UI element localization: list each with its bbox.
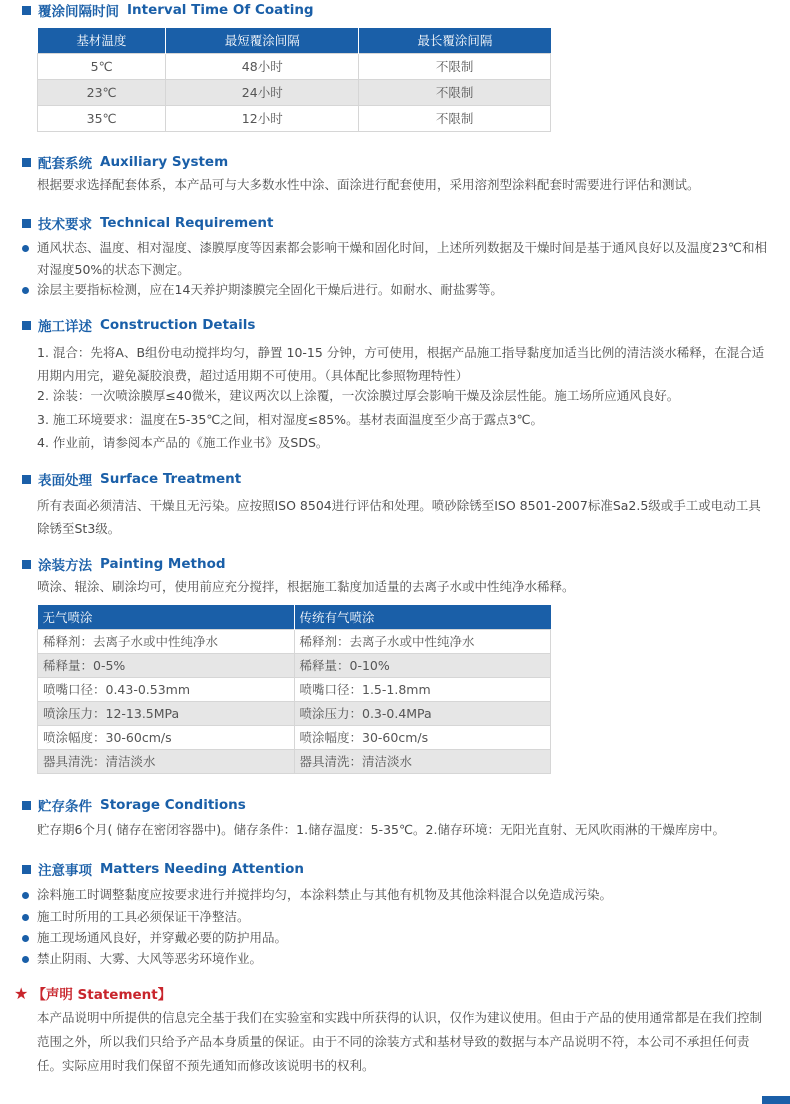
table-cell: 5℃ bbox=[38, 53, 166, 79]
table-cell: 器具清洗：清洁淡水 bbox=[294, 749, 551, 773]
table-row bbox=[38, 53, 551, 79]
section-title-attention bbox=[22, 860, 304, 878]
table-row bbox=[38, 749, 551, 773]
construction-item-2: 2. 涂装：一次喷涂膜厚≤40微米，建议两次以上涂覆，一次涂膜过厚会影响干燥及涂层性能。施工场所应通风良好。 bbox=[37, 388, 680, 403]
section-title-cn: 涂装方法 bbox=[38, 558, 92, 574]
bullet-dot-icon bbox=[22, 245, 29, 252]
section-title-en: Construction Details bbox=[100, 317, 256, 333]
construction-item-1: 1. 混合：先将A、B组份电动搅拌均匀，静置 10-15 分钟，方可使用，根据产品施工指导黏度加适当比例的清洁淡水稀释，在混合适用期内用完，避免凝胶浪费，超过适用期不可使用。（具体配比参照物理特性） bbox=[37, 345, 765, 383]
section-title-en: Painting Method bbox=[100, 556, 226, 572]
section-title-cn: 表面处理 bbox=[38, 473, 92, 489]
table-cell: 稀释量：0-5% bbox=[38, 653, 295, 677]
table-cell: 喷涂压力：12-13.5MPa bbox=[38, 701, 295, 725]
construction-item-4: 4. 作业前，请参阅本产品的《施工作业书》及SDS。 bbox=[37, 435, 329, 450]
statement-text: 本产品说明中所提供的信息完全基于我们在实验室和实践中所获得的认识，仅作为建议使用。但由于产品的使用通常都是在我们控制范围之外，所以我们只给予产品本身质量的保证。由于不同的涂装方式和基材导致的数据与本产品说明不符，本公司不承担任何责任。实际应用时我们保留不预先通知而修改该说明书的权利。 bbox=[37, 1010, 763, 1073]
table-header: 传统有气喷涂 bbox=[294, 605, 551, 629]
section-title-cn: 贮存条件 bbox=[38, 799, 92, 815]
star-icon: ★ bbox=[14, 983, 29, 1003]
table-header: 最短覆涂间隔 bbox=[166, 28, 359, 53]
table-cell: 不限制 bbox=[359, 79, 551, 105]
table-cell: 喷嘴口径：1.5-1.8mm bbox=[294, 677, 551, 701]
bullet-dot-icon bbox=[22, 935, 29, 942]
list-item: 施工现场通风良好，并穿戴必要的防护用品。 bbox=[22, 927, 287, 949]
table-cell: 不限制 bbox=[359, 105, 551, 131]
table-row bbox=[38, 79, 551, 105]
list-item: 涂层主要指标检测，应在14天养护期漆膜完全固化干燥后进行。如耐水、耐盐雾等。 bbox=[22, 279, 503, 301]
table-cell: 喷嘴口径：0.43-0.53mm bbox=[38, 677, 295, 701]
list-item: 通风状态、温度、相对湿度、漆膜厚度等因素都会影响干燥和固化时间，上述所列数据及干燥时间是基于通风良好以及温度23℃和相对湿度50%的状态下测定。 bbox=[22, 237, 777, 281]
table-cell: 稀释剂：去离子水或中性纯净水 bbox=[294, 629, 551, 653]
square-bullet-icon bbox=[22, 475, 31, 484]
square-bullet-icon bbox=[22, 219, 31, 228]
table-cell: 稀释量：0-10% bbox=[294, 653, 551, 677]
section-title-en: Surface Treatment bbox=[100, 471, 242, 487]
table-cell: 喷涂压力：0.3-0.4MPa bbox=[294, 701, 551, 725]
section-title-interval bbox=[22, 1, 314, 19]
auxiliary-text: 根据要求选择配套体系，本产品可与大多数水性中涂、面涂进行配套使用，采用溶剂型涂料配套时需要进行评估和测试。 bbox=[37, 177, 700, 192]
square-bullet-icon bbox=[22, 6, 31, 15]
section-title-cn: 覆涂间隔时间 bbox=[38, 4, 119, 20]
section-title-technical bbox=[22, 214, 273, 232]
bullet-dot-icon bbox=[22, 956, 29, 963]
table-header: 基材温度 bbox=[38, 28, 166, 53]
section-title-surface bbox=[22, 470, 241, 488]
square-bullet-icon bbox=[22, 158, 31, 167]
statement-title bbox=[14, 983, 171, 1003]
section-title-construction bbox=[22, 316, 255, 334]
table-cell: 23℃ bbox=[38, 79, 166, 105]
section-title-storage bbox=[22, 796, 246, 814]
section-title-painting bbox=[22, 555, 226, 573]
section-title-cn: 配套系统 bbox=[38, 156, 92, 172]
section-title-cn: 施工详述 bbox=[38, 319, 92, 335]
painting-table bbox=[37, 605, 551, 774]
bullet-dot-icon bbox=[22, 914, 29, 921]
table-row bbox=[38, 725, 551, 749]
table-cell: 稀释剂：去离子水或中性纯净水 bbox=[38, 629, 295, 653]
table-header: 无气喷涂 bbox=[38, 605, 295, 629]
section-title-auxiliary bbox=[22, 153, 228, 171]
section-title-en: Storage Conditions bbox=[100, 797, 246, 813]
section-title-en: Technical Requirement bbox=[100, 215, 274, 231]
section-title-en: Matters Needing Attention bbox=[100, 861, 304, 877]
list-item: 禁止阴雨、大雾、大风等恶劣环境作业。 bbox=[22, 948, 262, 970]
table-cell: 喷涂幅度：30-60cm/s bbox=[294, 725, 551, 749]
list-item: 涂料施工时调整黏度应按要求进行并搅拌均匀，本涂料禁止与其他有机物及其他涂料混合以免造成污染。 bbox=[22, 884, 612, 906]
surface-text: 所有表面必须清洁、干燥且无污染。应按照ISO 8504进行评估和处理。喷砂除锈至ISO 8501-2007标准Sa2.5级或手工或电动工具除锈至St3级。 bbox=[37, 498, 761, 536]
table-cell: 12小时 bbox=[166, 105, 359, 131]
square-bullet-icon bbox=[22, 321, 31, 330]
table-cell: 48小时 bbox=[166, 53, 359, 79]
bullet-dot-icon bbox=[22, 892, 29, 899]
section-title-cn: 注意事项 bbox=[38, 863, 92, 879]
table-cell: 器具清洗：清洁淡水 bbox=[38, 749, 295, 773]
table-row bbox=[38, 629, 551, 653]
statement-title-text: 【声明 Statement】 bbox=[32, 987, 172, 1003]
interval-table bbox=[37, 28, 551, 132]
table-cell: 喷涂幅度：30-60cm/s bbox=[38, 725, 295, 749]
section-title-cn: 技术要求 bbox=[38, 217, 92, 233]
painting-text: 喷涂、辊涂、刷涂均可，使用前应充分搅拌，根据施工黏度加适量的去离子水或中性纯净水稀释。 bbox=[37, 579, 575, 594]
square-bullet-icon bbox=[22, 865, 31, 874]
table-cell: 不限制 bbox=[359, 53, 551, 79]
bullet-dot-icon bbox=[22, 287, 29, 294]
list-item: 施工时所用的工具必须保证干净整洁。 bbox=[22, 906, 250, 928]
table-row bbox=[38, 653, 551, 677]
section-title-en: Auxiliary System bbox=[100, 154, 229, 170]
storage-text: 贮存期6个月( 储存在密闭容器中)。储存条件：1.储存温度：5-35℃。2.储存环境：无阳光直射、无风吹雨淋的干燥库房中。 bbox=[37, 822, 725, 837]
table-cell: 24小时 bbox=[166, 79, 359, 105]
table-row bbox=[38, 701, 551, 725]
square-bullet-icon bbox=[22, 560, 31, 569]
footer-accent-bar bbox=[762, 1096, 790, 1104]
table-row bbox=[38, 677, 551, 701]
section-title-en: Interval Time Of Coating bbox=[127, 2, 314, 18]
construction-item-3: 3. 施工环境要求：温度在5-35℃之间，相对湿度≤85%。基材表面温度至少高于露点3℃。 bbox=[37, 412, 544, 427]
table-cell: 35℃ bbox=[38, 105, 166, 131]
square-bullet-icon bbox=[22, 801, 31, 810]
table-row bbox=[38, 105, 551, 131]
table-header: 最长覆涂间隔 bbox=[359, 28, 551, 53]
